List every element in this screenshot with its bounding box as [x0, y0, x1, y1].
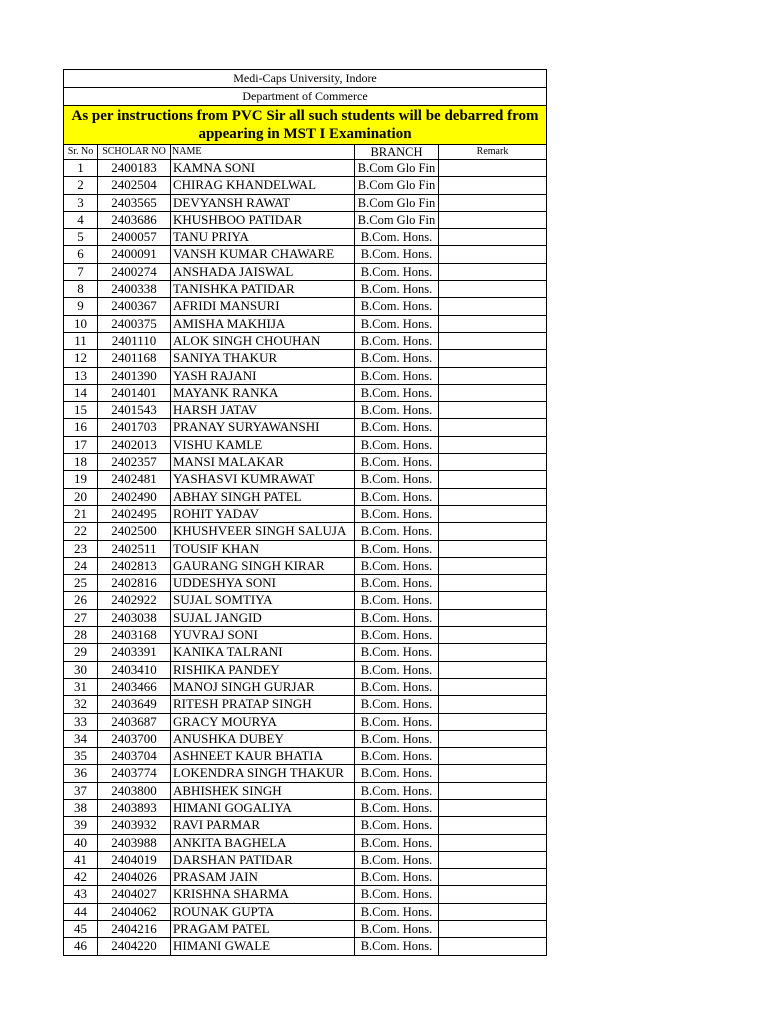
cell-sr: 42: [64, 869, 98, 886]
cell-remark: [439, 160, 547, 177]
cell-name: ROUNAK GUPTA: [171, 903, 355, 920]
table-row: [64, 488, 547, 505]
cell-remark: [439, 246, 547, 263]
table-row: [64, 575, 547, 592]
table-row: [64, 557, 547, 574]
cell-sr: 19: [64, 471, 98, 488]
cell-remark: [439, 367, 547, 384]
cell-name: KHUSHVEER SINGH SALUJA: [171, 523, 355, 540]
cell-branch: B.Com. Hons.: [355, 454, 439, 471]
cell-sr: 25: [64, 575, 98, 592]
cell-remark: [439, 730, 547, 747]
cell-sr: 24: [64, 557, 98, 574]
cell-remark: [439, 609, 547, 626]
table-row: [64, 177, 547, 194]
cell-name: KAMNA SONI: [171, 160, 355, 177]
cell-sr: 1: [64, 160, 98, 177]
cell-branch: B.Com. Hons.: [355, 557, 439, 574]
cell-remark: [439, 488, 547, 505]
cell-remark: [439, 713, 547, 730]
table-row: [64, 713, 547, 730]
cell-name: RAVI PARMAR: [171, 817, 355, 834]
table-row: [64, 696, 547, 713]
cell-name: SANIYA THAKUR: [171, 350, 355, 367]
cell-sr: 5: [64, 229, 98, 246]
table-row: [64, 298, 547, 315]
table-row: [64, 938, 547, 955]
table-row: [64, 782, 547, 799]
cell-remark: [439, 419, 547, 436]
column-header-sr: Sr. No: [64, 145, 98, 160]
cell-name: ABHISHEK SINGH: [171, 782, 355, 799]
cell-name: HIMANI GWALE: [171, 938, 355, 955]
cell-branch: B.Com Glo Fin: [355, 160, 439, 177]
cell-scholar-no: 2403686: [98, 211, 171, 228]
cell-name: KRISHNA SHARMA: [171, 886, 355, 903]
cell-name: LOKENDRA SINGH THAKUR: [171, 765, 355, 782]
table-row: [64, 332, 547, 349]
cell-scholar-no: 2403038: [98, 609, 171, 626]
cell-name: SUJAL SOMTIYA: [171, 592, 355, 609]
cell-remark: [439, 938, 547, 955]
cell-sr: 35: [64, 748, 98, 765]
cell-scholar-no: 2403687: [98, 713, 171, 730]
cell-sr: 11: [64, 332, 98, 349]
cell-branch: B.Com Glo Fin: [355, 194, 439, 211]
table-row: [64, 678, 547, 695]
cell-name: MANOJ SINGH GURJAR: [171, 678, 355, 695]
department-row: [64, 88, 547, 106]
table-row: [64, 748, 547, 765]
cell-sr: 16: [64, 419, 98, 436]
cell-name: HARSH JATAV: [171, 402, 355, 419]
cell-scholar-no: 2400057: [98, 229, 171, 246]
department-title: Department of Commerce: [64, 88, 547, 106]
cell-remark: [439, 748, 547, 765]
cell-remark: [439, 332, 547, 349]
cell-branch: B.Com. Hons.: [355, 419, 439, 436]
table-row: [64, 817, 547, 834]
cell-sr: 21: [64, 505, 98, 522]
university-title: Medi-Caps University, Indore: [64, 70, 547, 88]
cell-scholar-no: 2403932: [98, 817, 171, 834]
cell-scholar-no: 2401401: [98, 384, 171, 401]
cell-sr: 45: [64, 921, 98, 938]
cell-scholar-no: 2401110: [98, 332, 171, 349]
cell-scholar-no: 2404019: [98, 851, 171, 868]
cell-scholar-no: 2404220: [98, 938, 171, 955]
cell-scholar-no: 2400367: [98, 298, 171, 315]
cell-branch: B.Com. Hons.: [355, 799, 439, 816]
cell-scholar-no: 2401168: [98, 350, 171, 367]
cell-scholar-no: 2403893: [98, 799, 171, 816]
cell-remark: [439, 298, 547, 315]
cell-sr: 31: [64, 678, 98, 695]
students-table: [63, 69, 547, 956]
cell-name: YASH RAJANI: [171, 367, 355, 384]
cell-sr: 34: [64, 730, 98, 747]
cell-name: ANKITA BAGHELA: [171, 834, 355, 851]
cell-scholar-no: 2400183: [98, 160, 171, 177]
cell-branch: B.Com. Hons.: [355, 350, 439, 367]
cell-branch: B.Com. Hons.: [355, 436, 439, 453]
cell-scholar-no: 2400091: [98, 246, 171, 263]
cell-branch: B.Com. Hons.: [355, 730, 439, 747]
cell-scholar-no: 2400375: [98, 315, 171, 332]
cell-branch: B.Com. Hons.: [355, 696, 439, 713]
cell-remark: [439, 194, 547, 211]
cell-sr: 22: [64, 523, 98, 540]
cell-name: KANIKA TALRANI: [171, 644, 355, 661]
cell-branch: B.Com. Hons.: [355, 713, 439, 730]
table-row: [64, 350, 547, 367]
cell-sr: 14: [64, 384, 98, 401]
cell-sr: 18: [64, 454, 98, 471]
cell-remark: [439, 315, 547, 332]
cell-remark: [439, 627, 547, 644]
table-row: [64, 851, 547, 868]
table-row: [64, 921, 547, 938]
table-row: [64, 661, 547, 678]
cell-branch: B.Com. Hons.: [355, 332, 439, 349]
cell-sr: 6: [64, 246, 98, 263]
cell-branch: B.Com. Hons.: [355, 869, 439, 886]
debarred-students-sheet: [63, 69, 546, 956]
cell-remark: [439, 350, 547, 367]
cell-name: UDDESHYA SONI: [171, 575, 355, 592]
table-row: [64, 315, 547, 332]
cell-sr: 36: [64, 765, 98, 782]
table-row: [64, 592, 547, 609]
cell-name: VISHU KAMLE: [171, 436, 355, 453]
cell-sr: 13: [64, 367, 98, 384]
cell-name: MAYANK RANKA: [171, 384, 355, 401]
cell-remark: [439, 696, 547, 713]
cell-branch: B.Com Glo Fin: [355, 177, 439, 194]
cell-remark: [439, 592, 547, 609]
cell-remark: [439, 644, 547, 661]
cell-name: PRAGAM PATEL: [171, 921, 355, 938]
cell-branch: B.Com. Hons.: [355, 748, 439, 765]
cell-name: YASHASVI KUMRAWAT: [171, 471, 355, 488]
column-header-remark: Remark: [439, 145, 547, 160]
cell-sr: 43: [64, 886, 98, 903]
cell-sr: 40: [64, 834, 98, 851]
cell-sr: 7: [64, 263, 98, 280]
cell-name: TANU PRIYA: [171, 229, 355, 246]
cell-scholar-no: 2402357: [98, 454, 171, 471]
cell-scholar-no: 2403391: [98, 644, 171, 661]
cell-sr: 32: [64, 696, 98, 713]
cell-scholar-no: 2402495: [98, 505, 171, 522]
cell-branch: B.Com. Hons.: [355, 384, 439, 401]
cell-name: TANISHKA PATIDAR: [171, 281, 355, 298]
cell-sr: 41: [64, 851, 98, 868]
cell-branch: B.Com. Hons.: [355, 921, 439, 938]
cell-scholar-no: 2403700: [98, 730, 171, 747]
table-body: [64, 70, 547, 956]
cell-name: ANSHADA JAISWAL: [171, 263, 355, 280]
cell-name: TOUSIF KHAN: [171, 540, 355, 557]
table-row: [64, 505, 547, 522]
cell-sr: 30: [64, 661, 98, 678]
cell-branch: B.Com. Hons.: [355, 938, 439, 955]
cell-remark: [439, 557, 547, 574]
table-row: [64, 402, 547, 419]
table-row: [64, 281, 547, 298]
cell-scholar-no: 2402013: [98, 436, 171, 453]
cell-branch: B.Com. Hons.: [355, 488, 439, 505]
column-header-scholar: SCHOLAR NO: [98, 145, 171, 160]
column-header-name: NAME: [171, 145, 355, 160]
cell-branch: B.Com. Hons.: [355, 782, 439, 799]
cell-sr: 20: [64, 488, 98, 505]
table-row: [64, 246, 547, 263]
cell-scholar-no: 2401390: [98, 367, 171, 384]
cell-sr: 10: [64, 315, 98, 332]
cell-sr: 8: [64, 281, 98, 298]
cell-sr: 37: [64, 782, 98, 799]
table-row: [64, 540, 547, 557]
cell-name: GAURANG SINGH KIRAR: [171, 557, 355, 574]
cell-name: VANSH KUMAR CHAWARE: [171, 246, 355, 263]
cell-branch: B.Com Glo Fin: [355, 211, 439, 228]
cell-sr: 17: [64, 436, 98, 453]
cell-scholar-no: 2400338: [98, 281, 171, 298]
cell-scholar-no: 2402813: [98, 557, 171, 574]
cell-scholar-no: 2403649: [98, 696, 171, 713]
cell-sr: 39: [64, 817, 98, 834]
table-row: [64, 454, 547, 471]
cell-remark: [439, 799, 547, 816]
cell-scholar-no: 2403565: [98, 194, 171, 211]
cell-branch: B.Com. Hons.: [355, 609, 439, 626]
table-row: [64, 211, 547, 228]
cell-scholar-no: 2402500: [98, 523, 171, 540]
table-row: [64, 627, 547, 644]
cell-name: SUJAL JANGID: [171, 609, 355, 626]
cell-remark: [439, 454, 547, 471]
cell-scholar-no: 2402481: [98, 471, 171, 488]
cell-scholar-no: 2402922: [98, 592, 171, 609]
cell-branch: B.Com. Hons.: [355, 575, 439, 592]
cell-scholar-no: 2403410: [98, 661, 171, 678]
column-header-row: [64, 145, 547, 160]
cell-scholar-no: 2400274: [98, 263, 171, 280]
cell-scholar-no: 2404026: [98, 869, 171, 886]
cell-sr: 44: [64, 903, 98, 920]
cell-name: AFRIDI MANSURI: [171, 298, 355, 315]
table-row: [64, 419, 547, 436]
cell-scholar-no: 2403704: [98, 748, 171, 765]
cell-remark: [439, 903, 547, 920]
cell-name: PRASAM JAIN: [171, 869, 355, 886]
cell-remark: [439, 211, 547, 228]
cell-scholar-no: 2402511: [98, 540, 171, 557]
cell-branch: B.Com. Hons.: [355, 246, 439, 263]
cell-scholar-no: 2402816: [98, 575, 171, 592]
cell-name: KHUSHBOO PATIDAR: [171, 211, 355, 228]
cell-sr: 27: [64, 609, 98, 626]
table-row: [64, 644, 547, 661]
cell-remark: [439, 263, 547, 280]
cell-remark: [439, 523, 547, 540]
cell-branch: B.Com. Hons.: [355, 281, 439, 298]
cell-sr: 46: [64, 938, 98, 955]
cell-branch: B.Com. Hons.: [355, 678, 439, 695]
cell-remark: [439, 782, 547, 799]
cell-scholar-no: 2404027: [98, 886, 171, 903]
cell-sr: 2: [64, 177, 98, 194]
cell-remark: [439, 851, 547, 868]
cell-remark: [439, 540, 547, 557]
cell-remark: [439, 281, 547, 298]
cell-remark: [439, 817, 547, 834]
cell-sr: 4: [64, 211, 98, 228]
cell-scholar-no: 2401703: [98, 419, 171, 436]
cell-scholar-no: 2402490: [98, 488, 171, 505]
cell-name: ALOK SINGH CHOUHAN: [171, 332, 355, 349]
cell-remark: [439, 886, 547, 903]
cell-remark: [439, 834, 547, 851]
cell-branch: B.Com. Hons.: [355, 886, 439, 903]
cell-scholar-no: 2403800: [98, 782, 171, 799]
cell-branch: B.Com. Hons.: [355, 315, 439, 332]
cell-scholar-no: 2403774: [98, 765, 171, 782]
cell-name: ROHIT YADAV: [171, 505, 355, 522]
cell-sr: 12: [64, 350, 98, 367]
cell-sr: 9: [64, 298, 98, 315]
cell-branch: B.Com. Hons.: [355, 661, 439, 678]
cell-branch: B.Com. Hons.: [355, 644, 439, 661]
university-row: [64, 70, 547, 88]
cell-name: ASHNEET KAUR BHATIA: [171, 748, 355, 765]
table-row: [64, 367, 547, 384]
cell-name: YUVRAJ SONI: [171, 627, 355, 644]
cell-sr: 15: [64, 402, 98, 419]
cell-branch: B.Com. Hons.: [355, 523, 439, 540]
cell-name: AMISHA MAKHIJA: [171, 315, 355, 332]
cell-branch: B.Com. Hons.: [355, 402, 439, 419]
cell-name: PRANAY SURYAWANSHI: [171, 419, 355, 436]
cell-name: GRACY MOURYA: [171, 713, 355, 730]
cell-branch: B.Com. Hons.: [355, 592, 439, 609]
cell-remark: [439, 436, 547, 453]
cell-sr: 3: [64, 194, 98, 211]
cell-name: CHIRAG KHANDELWAL: [171, 177, 355, 194]
cell-name: RISHIKA PANDEY: [171, 661, 355, 678]
cell-branch: B.Com. Hons.: [355, 903, 439, 920]
table-row: [64, 263, 547, 280]
cell-sr: 33: [64, 713, 98, 730]
table-row: [64, 886, 547, 903]
cell-name: DARSHAN PATIDAR: [171, 851, 355, 868]
table-row: [64, 903, 547, 920]
table-row: [64, 229, 547, 246]
cell-sr: 28: [64, 627, 98, 644]
notice-row: [64, 106, 547, 145]
debarment-notice: As per instructions from PVC Sir all such students will be debarred from appearing in MST I Examination: [64, 106, 547, 145]
cell-sr: 26: [64, 592, 98, 609]
cell-branch: B.Com. Hons.: [355, 367, 439, 384]
table-row: [64, 384, 547, 401]
cell-scholar-no: 2403466: [98, 678, 171, 695]
cell-scholar-no: 2401543: [98, 402, 171, 419]
cell-branch: B.Com. Hons.: [355, 298, 439, 315]
cell-branch: B.Com. Hons.: [355, 765, 439, 782]
cell-remark: [439, 921, 547, 938]
cell-remark: [439, 678, 547, 695]
table-row: [64, 609, 547, 626]
cell-remark: [439, 229, 547, 246]
cell-sr: 23: [64, 540, 98, 557]
table-row: [64, 523, 547, 540]
column-header-branch: BRANCH: [355, 145, 439, 160]
cell-scholar-no: 2403168: [98, 627, 171, 644]
cell-branch: B.Com. Hons.: [355, 505, 439, 522]
cell-scholar-no: 2403988: [98, 834, 171, 851]
table-row: [64, 765, 547, 782]
cell-remark: [439, 575, 547, 592]
cell-sr: 29: [64, 644, 98, 661]
table-row: [64, 160, 547, 177]
cell-scholar-no: 2402504: [98, 177, 171, 194]
cell-branch: B.Com. Hons.: [355, 627, 439, 644]
table-row: [64, 730, 547, 747]
cell-branch: B.Com. Hons.: [355, 471, 439, 488]
cell-remark: [439, 505, 547, 522]
cell-sr: 38: [64, 799, 98, 816]
cell-name: DEVYANSH RAWAT: [171, 194, 355, 211]
cell-remark: [439, 384, 547, 401]
table-row: [64, 194, 547, 211]
cell-branch: B.Com. Hons.: [355, 540, 439, 557]
table-row: [64, 436, 547, 453]
table-row: [64, 869, 547, 886]
cell-scholar-no: 2404216: [98, 921, 171, 938]
cell-remark: [439, 869, 547, 886]
cell-scholar-no: 2404062: [98, 903, 171, 920]
cell-remark: [439, 402, 547, 419]
table-row: [64, 471, 547, 488]
cell-name: ANUSHKA DUBEY: [171, 730, 355, 747]
cell-name: ABHAY SINGH PATEL: [171, 488, 355, 505]
cell-name: HIMANI GOGALIYA: [171, 799, 355, 816]
cell-remark: [439, 765, 547, 782]
cell-name: RITESH PRATAP SINGH: [171, 696, 355, 713]
table-row: [64, 799, 547, 816]
cell-remark: [439, 177, 547, 194]
cell-name: MANSI MALAKAR: [171, 454, 355, 471]
cell-remark: [439, 471, 547, 488]
cell-remark: [439, 661, 547, 678]
cell-branch: B.Com. Hons.: [355, 263, 439, 280]
table-row: [64, 834, 547, 851]
cell-branch: B.Com. Hons.: [355, 817, 439, 834]
cell-branch: B.Com. Hons.: [355, 834, 439, 851]
cell-branch: B.Com. Hons.: [355, 229, 439, 246]
cell-branch: B.Com. Hons.: [355, 851, 439, 868]
